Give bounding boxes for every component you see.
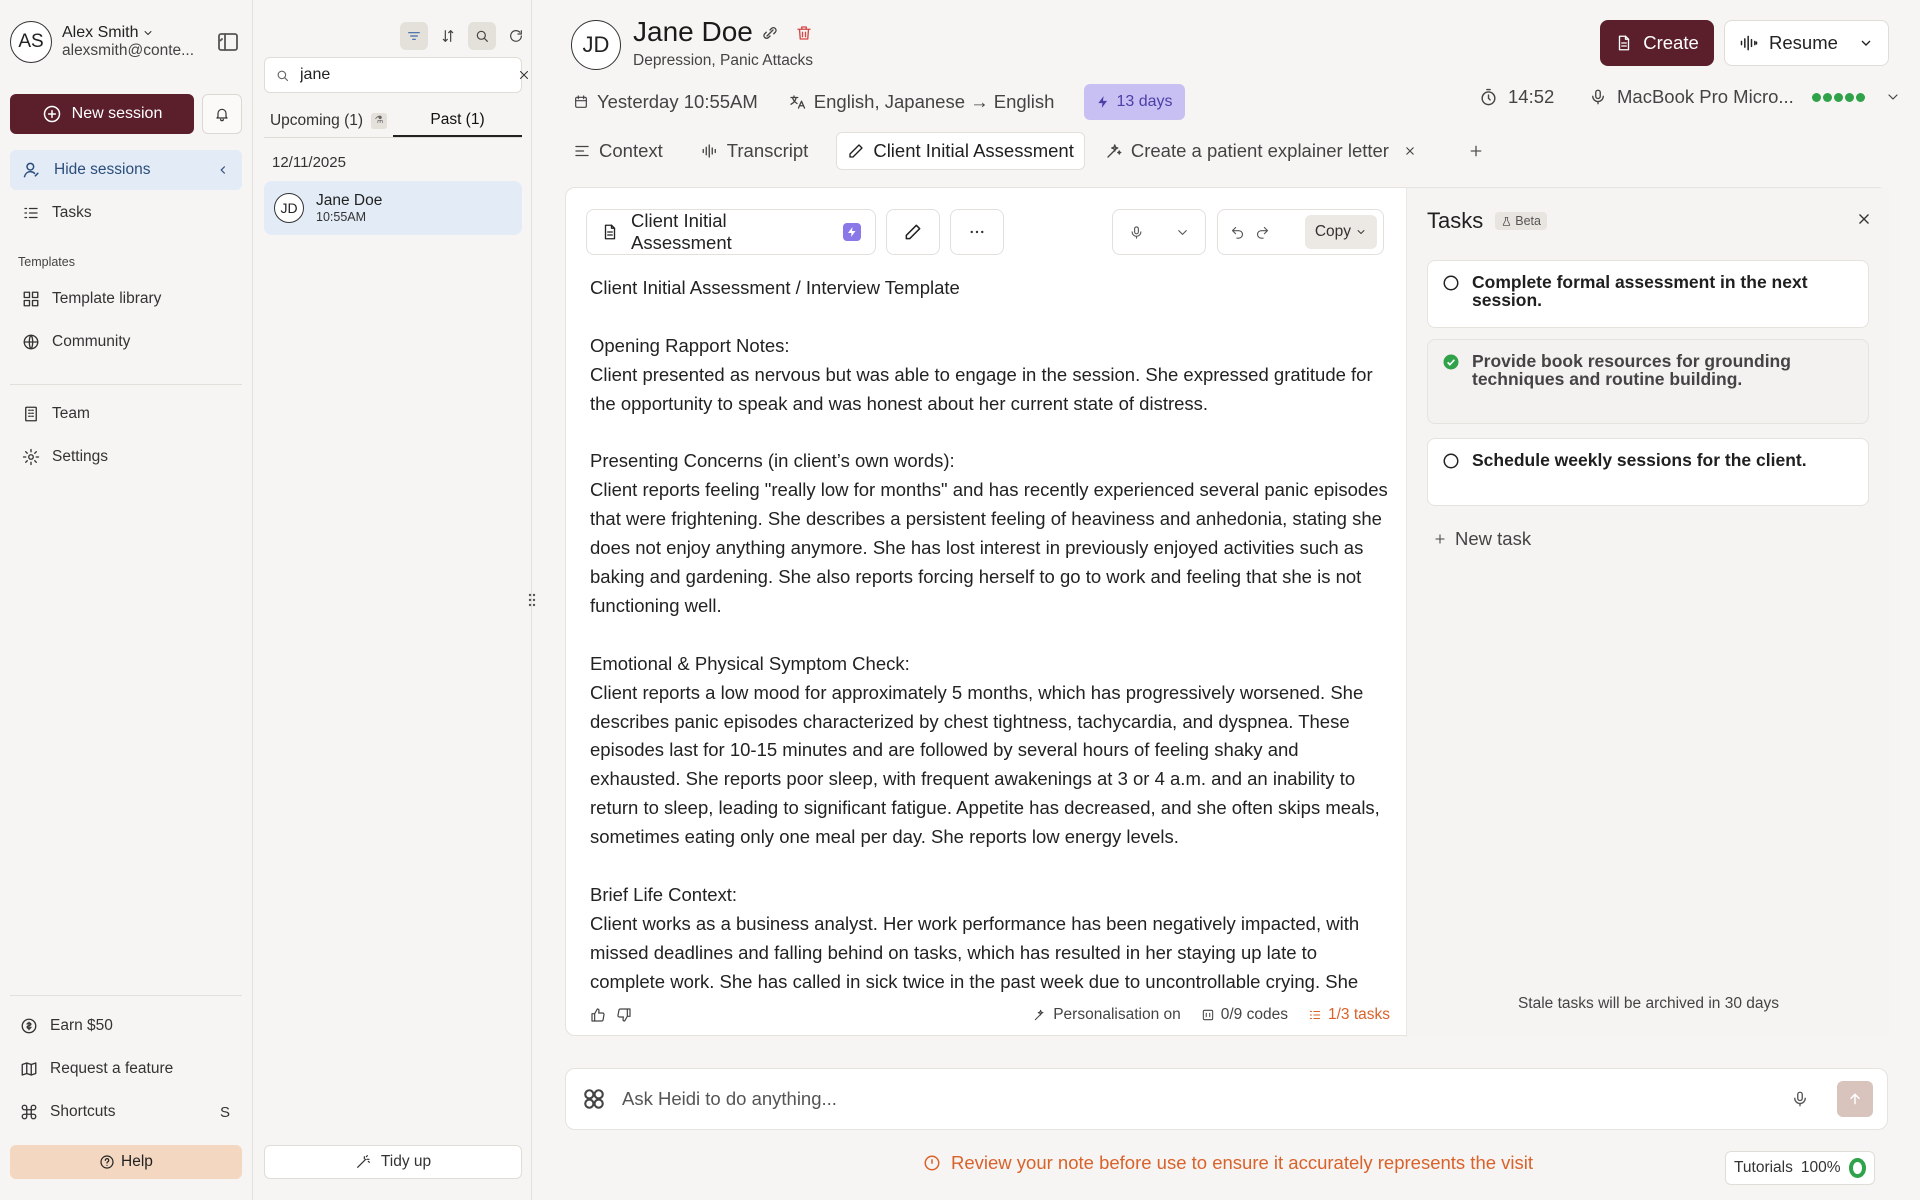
- copy-label: Copy: [1314, 223, 1351, 240]
- sort-button[interactable]: [434, 22, 462, 50]
- tasks-count-label: 1/3 tasks: [1327, 1006, 1390, 1023]
- session-meta: [573, 84, 1185, 120]
- tab-transcript-label: Transcript: [726, 140, 809, 161]
- personalisation-toggle[interactable]: [1033, 1006, 1181, 1024]
- nav-shortcuts-label: Shortcuts: [50, 1103, 116, 1120]
- sparkle-icon: [1105, 142, 1123, 160]
- main-panel: [533, 0, 1920, 1200]
- search-icon: [275, 68, 290, 83]
- list-icon: [1308, 1008, 1322, 1022]
- beta-label: Beta: [1515, 214, 1541, 228]
- translate-icon: [788, 93, 806, 111]
- task-text: Complete formal assessment in the next session.: [1472, 272, 1808, 310]
- note-heading: Client Initial Assessment / Interview Template: [590, 277, 960, 298]
- user-name: Alex Smith: [62, 23, 139, 41]
- plus-circle-icon: [42, 104, 62, 124]
- note-paragraph: Emotional & Physical Symptom Check: Client reports a low mood for approximately 5 months, which has progressively worsened. She describes panic episodes characterized by chest tightness, tachycardia, and dyspnea. These episodes last for 10-15 minutes and are followed by several hours of feeling shaky and exhausted. She reports poor sleep, with frequent awakenings at 3 or 4 a.m. and an inability to return to sleep, leading to significant fatigue. Appetite has decreased, and she often skips meals, sometimes eating only one meal per day. She reports low energy levels.: [590, 652, 1380, 848]
- list-icon: [22, 204, 40, 222]
- globe-icon: [22, 333, 40, 351]
- history-controls: [1217, 209, 1384, 255]
- resume-button[interactable]: [1724, 20, 1889, 66]
- document-tabs: [573, 132, 1485, 170]
- session-date-label: Yesterday 10:55AM: [597, 91, 758, 112]
- refresh-icon: [508, 28, 524, 44]
- tab-past-label: Past (1): [430, 110, 485, 128]
- personalisation-label: Personalisation on: [1053, 1006, 1181, 1023]
- session-tabs: [264, 104, 522, 138]
- nav-community[interactable]: [10, 322, 242, 362]
- nav-community-label: Community: [52, 333, 131, 350]
- thumbs-down-icon[interactable]: [616, 1007, 632, 1023]
- template-selector[interactable]: [586, 209, 876, 255]
- ask-heidi-bar: [565, 1068, 1888, 1130]
- filter-button[interactable]: [400, 22, 428, 50]
- new-session-label: New session: [71, 105, 163, 122]
- template-icon: [22, 290, 40, 308]
- doc-icon: [601, 223, 619, 241]
- nav-settings[interactable]: [10, 437, 242, 477]
- session-list-item[interactable]: [264, 181, 522, 235]
- microphone-label: MacBook Pro Micro...: [1617, 86, 1794, 107]
- new-task-button[interactable]: [1433, 528, 1531, 550]
- help-button[interactable]: [10, 1145, 242, 1179]
- chevron-left-icon: [216, 163, 230, 177]
- codes-label: 0/9 codes: [1220, 1006, 1288, 1023]
- nav-request-feature-label: Request a feature: [50, 1060, 174, 1077]
- chevron-down-icon: [1885, 89, 1901, 105]
- nav-tasks[interactable]: [10, 193, 242, 233]
- tidy-up-button[interactable]: [264, 1145, 522, 1179]
- bolt-icon: [1096, 95, 1110, 109]
- note-paragraph: Brief Life Context: Client works as a business analyst. Her work performance has been negatively impacted, with missed deadlines and falling behind on tasks, which has resulted in her staying up late to complete work. She has called in sick twice in the past week due to uncontrollable crying. She: [590, 883, 1360, 992]
- nav-earn-label: Earn $50: [50, 1017, 113, 1034]
- templates-section-header: Templates: [18, 255, 75, 269]
- nav-template-library-label: Template library: [52, 290, 162, 307]
- more-icon: [968, 223, 986, 241]
- nav-divider: [10, 995, 242, 996]
- task-item[interactable]: [1427, 438, 1869, 506]
- edit-button[interactable]: [886, 209, 940, 255]
- create-label: Create: [1643, 32, 1699, 53]
- building-icon: [22, 405, 40, 423]
- close-icon[interactable]: [1855, 210, 1873, 228]
- checkbox-empty-icon[interactable]: [1442, 274, 1460, 292]
- session-timer: [1479, 84, 1554, 110]
- mic-level-indicator: [1812, 93, 1865, 102]
- microphone-selector[interactable]: [1589, 84, 1901, 110]
- waveform-icon: [701, 142, 719, 160]
- help-label: Help: [121, 1153, 153, 1170]
- calendar-icon: [573, 94, 589, 110]
- sidebar-toggle-icon[interactable]: [216, 30, 242, 56]
- flask-icon: [1501, 216, 1512, 227]
- session-time: 10:55AM: [316, 209, 367, 224]
- tab-patient-letter[interactable]: [1105, 132, 1427, 170]
- help-icon: [99, 1154, 115, 1170]
- tutorials-button[interactable]: [1725, 1151, 1875, 1185]
- gear-icon: [22, 448, 40, 466]
- checkbox-checked-icon[interactable]: [1442, 353, 1460, 371]
- mic-icon: [1589, 88, 1607, 106]
- nav-hide-sessions[interactable]: [10, 150, 242, 190]
- nav-tasks-label: Tasks: [52, 204, 92, 221]
- sort-icon: [440, 28, 456, 44]
- task-text: Provide book resources for grounding techniques and routine building.: [1472, 351, 1791, 389]
- tutorials-label: Tutorials: [1734, 1159, 1793, 1176]
- note-column: [566, 188, 1406, 1037]
- note-paragraph: Opening Rapport Notes: Client presented as nervous but was able to engage in the session. She expressed gratitude for the opportunity to speak and was honest about her current state of distress.: [590, 334, 1373, 414]
- session-name: Jane Doe: [316, 192, 383, 210]
- user-icon: [22, 160, 42, 180]
- nav-template-library[interactable]: [10, 279, 242, 319]
- ai-sparkle-icon: [843, 223, 861, 241]
- patient-avatar: JD: [571, 20, 621, 70]
- tab-upcoming-label: Upcoming (1): [269, 111, 364, 129]
- task-item[interactable]: [1427, 339, 1869, 424]
- gift-icon: [20, 1017, 38, 1035]
- pencil-icon: [903, 222, 923, 242]
- note-content[interactable]: [590, 274, 1390, 992]
- tasks-count-button[interactable]: [1308, 1006, 1390, 1024]
- search-icon: [474, 28, 490, 44]
- template-name: Client Initial Assessment: [631, 210, 732, 253]
- review-warning-text: Review your note before use to ensure it accurately represents the visit: [951, 1152, 1534, 1173]
- shortcut-key: S: [219, 1103, 230, 1121]
- nav-shortcuts[interactable]: [10, 1092, 242, 1132]
- close-icon[interactable]: [1403, 144, 1417, 158]
- chevron-down-icon[interactable]: [1858, 35, 1874, 51]
- patient-conditions: Depression, Panic Attacks: [633, 52, 814, 69]
- filter-icon: [406, 28, 422, 44]
- refresh-button[interactable]: [502, 22, 530, 50]
- heidi-logo-icon: [580, 1085, 608, 1113]
- mic-icon[interactable]: [1129, 225, 1144, 240]
- nav-settings-label: Settings: [52, 448, 109, 465]
- user-menu[interactable]: [10, 20, 242, 64]
- review-warning: [923, 1152, 1533, 1174]
- command-icon: [20, 1103, 38, 1121]
- send-icon: [1847, 1091, 1863, 1107]
- timer-value: 14:52: [1508, 86, 1555, 107]
- left-nav: [0, 0, 253, 1200]
- codes-icon: [1201, 1008, 1215, 1022]
- checkbox-empty-icon[interactable]: [1442, 452, 1460, 470]
- nav-earn[interactable]: [10, 1006, 242, 1046]
- nav-hide-sessions-label: Hide sessions: [54, 161, 151, 178]
- sessions-panel: [254, 0, 532, 1200]
- context-icon: [573, 142, 591, 160]
- task-text: Schedule weekly sessions for the client.: [1472, 450, 1807, 470]
- new-session-button[interactable]: [10, 94, 194, 134]
- tab-transcript[interactable]: [701, 132, 819, 170]
- chevron-down-icon[interactable]: [1175, 225, 1190, 240]
- user-email: alexsmith@conte...: [62, 42, 195, 60]
- create-button[interactable]: [1600, 20, 1714, 66]
- nav-request-feature[interactable]: [10, 1049, 242, 1089]
- tutorials-progress: 100%: [1800, 1159, 1841, 1176]
- language-selector[interactable]: [788, 91, 1055, 113]
- session-search: [264, 57, 522, 93]
- session-date-header: 12/11/2025: [272, 154, 346, 171]
- session-search-input[interactable]: [300, 66, 507, 84]
- map-icon: [20, 1060, 38, 1078]
- copy-button[interactable]: [1305, 215, 1377, 249]
- nav-divider: [10, 384, 242, 385]
- notifications-button[interactable]: [202, 94, 242, 134]
- more-button[interactable]: [950, 209, 1004, 255]
- undo-icon[interactable]: [1230, 225, 1245, 240]
- bell-icon: [214, 106, 230, 122]
- nav-team[interactable]: [10, 394, 242, 434]
- stale-tasks-note: Stale tasks will be archived in 30 days: [1517, 995, 1780, 1012]
- chevron-down-icon: [142, 27, 154, 39]
- doc-icon: [1615, 34, 1633, 52]
- dictation-controls: [1112, 209, 1206, 255]
- tasks-panel: [1406, 188, 1889, 1037]
- task-item[interactable]: [1427, 260, 1869, 328]
- search-toggle-button[interactable]: [468, 22, 496, 50]
- beta-badge: [1495, 212, 1547, 230]
- resume-label: Resume: [1769, 32, 1838, 53]
- tab-context[interactable]: [573, 132, 673, 170]
- progress-ring-icon: [1849, 1158, 1866, 1178]
- note-footer: [590, 1003, 1390, 1027]
- add-tab-icon[interactable]: [1467, 142, 1485, 160]
- sessions-toolbar: [400, 22, 530, 50]
- user-avatar: AS: [10, 21, 52, 63]
- days-badge-label: 13 days: [1116, 93, 1173, 110]
- new-task-label: New task: [1455, 528, 1532, 549]
- pencil-icon: [847, 142, 865, 160]
- trash-icon[interactable]: [795, 24, 813, 42]
- days-badge[interactable]: [1084, 84, 1184, 120]
- plus-icon: [1433, 532, 1447, 546]
- chevron-down-icon: [1355, 226, 1367, 238]
- tab-past[interactable]: [393, 104, 522, 137]
- patient-name[interactable]: Jane Doe: [633, 16, 753, 47]
- timer-icon: [1479, 88, 1498, 107]
- tidy-up-label: Tidy up: [380, 1153, 432, 1170]
- session-date[interactable]: [573, 91, 758, 113]
- note-editor: [565, 187, 1888, 1036]
- flask-icon: ⚗: [371, 113, 387, 129]
- tasks-panel-title: Tasks: [1427, 208, 1484, 233]
- close-icon[interactable]: [517, 68, 531, 82]
- tab-client-initial-assessment[interactable]: [836, 132, 1085, 170]
- session-avatar: JD: [274, 193, 304, 223]
- tab-upcoming[interactable]: [264, 104, 393, 137]
- tab-context-label: Context: [599, 140, 663, 161]
- redo-icon[interactable]: [1255, 225, 1270, 240]
- warning-icon: [923, 1154, 941, 1172]
- sparkle-icon: [1033, 1008, 1047, 1022]
- thumbs-up-icon[interactable]: [590, 1007, 606, 1023]
- waveform-icon: [1739, 33, 1759, 53]
- send-button[interactable]: [1837, 1081, 1873, 1117]
- wand-icon: [355, 1154, 371, 1170]
- tab-letter-label: Create a patient explainer letter: [1130, 140, 1389, 161]
- language-label: English, Japanese → English: [813, 91, 1055, 112]
- link-icon[interactable]: [761, 24, 779, 42]
- mic-icon[interactable]: [1791, 1090, 1809, 1108]
- ask-heidi-input[interactable]: [622, 1088, 1777, 1110]
- tab-assessment-label: Client Initial Assessment: [873, 140, 1074, 161]
- nav-team-label: Team: [52, 405, 90, 422]
- note-paragraph: Presenting Concerns (in client’s own words): Client reports feeling "really low for months" and has recently experienced several panic episodes that were frightening. She describes a persistent feeling of heaviness and anhedonia, stating she does not enjoy anything anymore. She has lost interest in previously enjoyed activities such as baking and gardening. She also reports forcing herself to go to work and feeling that she is not functioning well.: [590, 450, 1388, 616]
- codes-button[interactable]: [1201, 1006, 1288, 1024]
